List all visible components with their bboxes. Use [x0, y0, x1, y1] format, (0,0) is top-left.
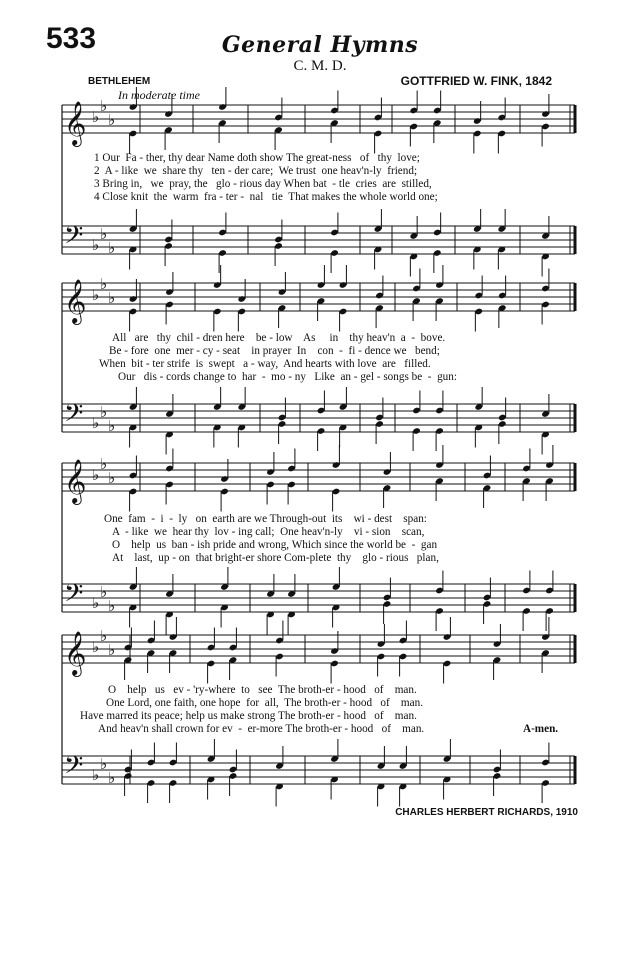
flat-icon: ♭	[92, 108, 100, 126]
lyric-line: All are thy chil - dren here be - low As in thy heav'n a - bove.	[112, 332, 446, 344]
lyric-line: O help us ev - 'ry-where to see The broth-er - hood of man.	[108, 684, 417, 696]
hymn-number: 533	[46, 22, 97, 55]
lyric-line: 1 Our Fa - ther, thy dear Name doth show The great-ness of thy love;	[94, 152, 420, 164]
lyric-line: A - like we hear thy lov - ing call; One heav'n-ly vi - sion scan,	[112, 526, 425, 538]
flat-icon: ♭	[108, 289, 116, 307]
flat-icon: ♭	[92, 638, 100, 656]
flat-icon: ♭	[100, 275, 108, 293]
treble-clef-icon: 𝄞	[64, 279, 87, 323]
flat-icon: ♭	[92, 286, 100, 304]
text-author: CHARLES HERBERT RICHARDS, 1910	[395, 807, 578, 818]
flat-icon: ♭	[92, 594, 100, 612]
meter: C. M. D.	[293, 58, 347, 74]
lyric-line: When bit - ter strife is swept a - way, And hearts with love are filled.	[99, 358, 431, 370]
treble-clef-icon: 𝄞	[64, 459, 87, 503]
flat-icon: ♭	[100, 627, 108, 645]
bass-clef-icon: 𝄢	[64, 751, 84, 786]
flat-icon: ♭	[108, 417, 116, 435]
bass-clef-icon: 𝄢	[64, 579, 84, 614]
treble-clef-icon: 𝄞	[64, 631, 87, 675]
lyric-line: 4 Close knit the warm fra - ter - nal tie That makes the whole world one;	[94, 191, 438, 203]
flat-icon: ♭	[100, 455, 108, 473]
flat-icon: ♭	[92, 236, 100, 254]
flat-icon: ♭	[100, 97, 108, 115]
flat-icon: ♭	[108, 111, 116, 129]
lyric-line: One Lord, one faith, one hope for all, The broth-er - hood of man.	[106, 697, 423, 709]
lyric-line: Be - fore one mer - cy - seat in prayer In con - fi - dence we bend;	[109, 345, 440, 357]
lyric-line: 3 Bring in, we pray, the glo - rious day When bat - tle cries are stilled,	[94, 178, 432, 190]
flat-icon: ♭	[108, 769, 116, 787]
flat-icon: ♭	[92, 766, 100, 784]
lyric-line: And heav'n shall crown for ev - er-more The broth-er - hood of man.	[98, 723, 425, 735]
flat-icon: ♭	[92, 414, 100, 432]
lyric-line: 2 A - like we share thy ten - der care; We trust one heav'n-ly friend;	[94, 165, 418, 177]
flat-icon: ♭	[108, 597, 116, 615]
flat-icon: ♭	[100, 225, 108, 243]
treble-clef-icon: 𝄞	[64, 101, 87, 145]
flat-icon: ♭	[92, 466, 100, 484]
flat-icon: ♭	[108, 239, 116, 257]
lyric-line: Have marred its peace; help us make strong The broth-er - hood of man.	[80, 710, 417, 722]
amen-label: A-men.	[523, 723, 559, 735]
tempo-marking: In moderate time	[118, 88, 200, 102]
flat-icon: ♭	[100, 403, 108, 421]
lyric-line: O help us ban - ish pride and wrong, Which since the world be - gan	[112, 539, 438, 551]
composer: GOTTFRIED W. FINK, 1842	[400, 74, 552, 88]
bass-clef-icon: 𝄢	[64, 221, 84, 256]
flat-icon: ♭	[108, 469, 116, 487]
bass-clef-icon: 𝄢	[64, 399, 84, 434]
lyric-line: Our dis - cords change to har - mo - ny Like an - gel - songs be - gun:	[118, 371, 457, 383]
flat-icon: ♭	[108, 641, 116, 659]
lyric-line: At last, up - on that bright-er shore Com-plete thy glo - rious plan,	[112, 552, 439, 564]
section-title: General Hymns	[221, 32, 419, 58]
flat-icon: ♭	[100, 583, 108, 601]
tune-name: BETHLEHEM	[88, 76, 151, 87]
flat-icon: ♭	[100, 755, 108, 773]
lyric-line: One fam - i - ly on earth are we Through-out its wi - dest span:	[104, 513, 427, 525]
